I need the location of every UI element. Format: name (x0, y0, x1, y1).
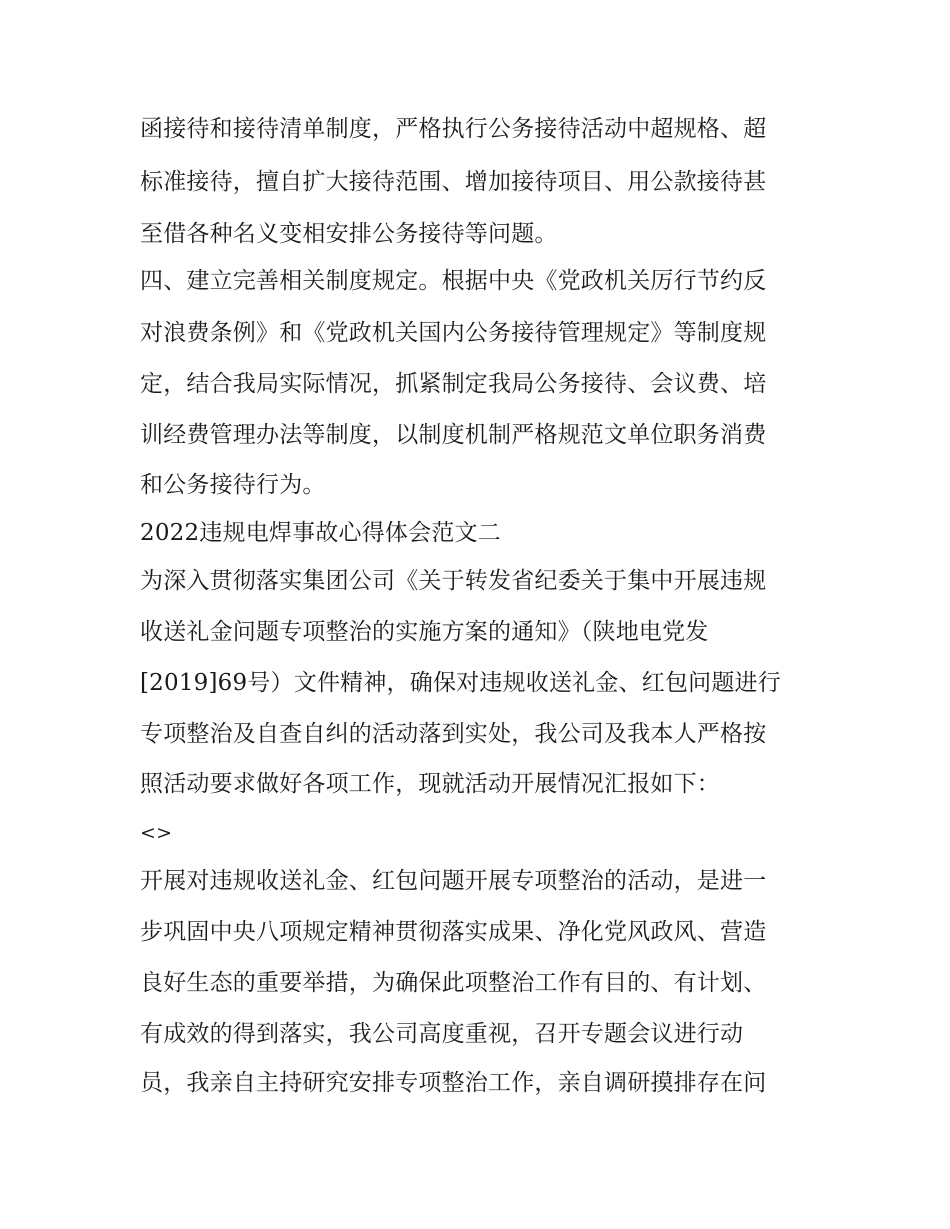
text-line: 专项整治及自查自纠的活动落到实处，我公司及我本人严格按 (140, 721, 767, 747)
text-line: 开展对违规收送礼金、红包问题开展专项整治的活动，是进一 (140, 868, 767, 894)
text-line: 标准接待，擅自扩大接待范围、增加接待项目、用公款接待甚 (140, 169, 767, 195)
text-line: 员，我亲自主持研究安排专项整治工作，亲自调研摸排存在问 (140, 1070, 767, 1096)
text-line: 函接待和接待清单制度，严格执行公务接待活动中超规格、超 (140, 116, 767, 142)
text-line: 步巩固中央八项规定精神贯彻落实成果、净化党风政风、营造 (140, 919, 767, 945)
text-line: 定，结合我局实际情况，抓紧制定我局公务接待、会议费、培 (140, 371, 767, 397)
text-line: 良好生态的重要举措，为确保此项整治工作有目的、有计划、 (140, 970, 767, 996)
text-line: 有成效的得到落实，我公司高度重视，召开专题会议进行动 (140, 1021, 744, 1047)
text-line: [2019]69号）文件精神，确保对违规收送礼金、红包问题进行 (140, 670, 781, 696)
document-title: 2022违规电焊事故心得体会范文二 (140, 520, 501, 546)
text-line: 收送礼金问题专项整治的实施方案的通知》（陕地电党发 (140, 619, 709, 645)
text-line: 训经费管理办法等制度，以制度机制严格规范文单位职务消费 (140, 422, 767, 448)
text-line: 和公务接待行为。 (140, 472, 326, 498)
text-line: 至借各种名义变相安排公务接待等问题。 (140, 221, 558, 247)
text-line: 为深入贯彻落实集团公司《关于转发省纪委关于集中开展违规 (140, 568, 767, 594)
text-line: 对浪费条例》和《党政机关国内公务接待管理规定》等制度规 (140, 320, 767, 346)
placeholder-marker: <> (140, 822, 173, 844)
section-heading-four: 四、建立完善相关制度规定。根据中央《党政机关厉行节约反 (140, 268, 767, 294)
text-line: 照活动要求做好各项工作，现就活动开展情况汇报如下： (140, 771, 720, 797)
